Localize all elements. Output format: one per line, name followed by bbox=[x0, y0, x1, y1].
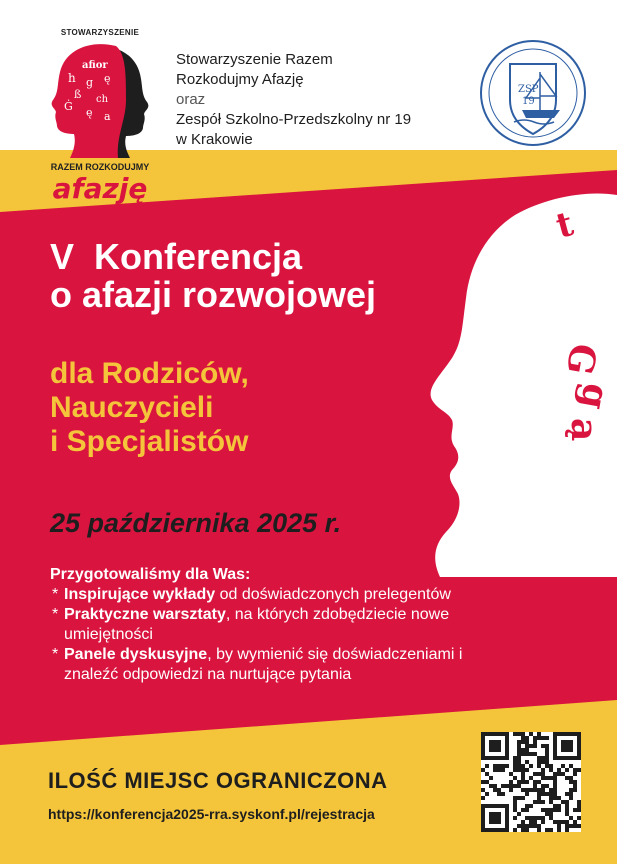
logo-letter-e: ę bbox=[104, 72, 111, 85]
emblem-text-zsp: ZSP bbox=[518, 84, 539, 95]
offer-item-rest: , by wymienić się doświadczeniami i znaleźć odpowiedzi na nurtujące pytania bbox=[64, 646, 463, 683]
conference-date: 25 października 2025 r. bbox=[50, 508, 342, 538]
logo-letter-ss: ß bbox=[74, 88, 82, 101]
logo-letter-afior: afior bbox=[82, 60, 108, 71]
organizer-line-3: oraz bbox=[176, 91, 206, 108]
logo-letter-ch: ch bbox=[96, 94, 109, 105]
head-letter-t: t bbox=[551, 203, 578, 247]
logo-big-text: afazję bbox=[52, 172, 148, 205]
audience-line-3: i Specjalistów bbox=[50, 425, 249, 458]
organizer-line-5: w Krakowie bbox=[176, 131, 253, 148]
two-heads-icon bbox=[46, 40, 154, 158]
logo-top-text: STOWARZYSZENIE bbox=[60, 28, 140, 37]
logo-letter-e2: ę bbox=[86, 106, 93, 119]
audience-text bbox=[50, 357, 249, 459]
registration-link[interactable]: https://konferencja2025-rra.syskonf.pl/rejestracja bbox=[48, 806, 375, 822]
offer-item-bold: Inspirujące wykłady bbox=[64, 586, 216, 603]
audience-line-1: dla Rodziców, bbox=[50, 357, 249, 390]
audience-line-2: Nauczycieli bbox=[50, 391, 214, 424]
organizer-line-1: Stowarzyszenie Razem bbox=[176, 51, 333, 68]
offer-list bbox=[50, 565, 530, 685]
offer-item-bold: Panele dyskusyjne bbox=[64, 646, 208, 663]
offer-item-rest: od doświadczonych prelegentów bbox=[215, 586, 451, 603]
organizers-text bbox=[176, 50, 411, 150]
logo-letter-a: a bbox=[104, 110, 111, 123]
offer-item-workshops: * Praktyczne warsztaty, na których zdobędziecie nowe umiejętności bbox=[52, 606, 450, 643]
logo-middle-text: RAZEM ROZKODUJMY bbox=[50, 162, 150, 172]
logo-letter-h: h bbox=[68, 71, 76, 85]
title-line-2: o afazji rozwojowej bbox=[50, 274, 377, 315]
school-emblem-icon bbox=[478, 38, 588, 148]
head-letter-g2: g bbox=[571, 380, 617, 413]
offer-item-bold: Praktyczne warsztaty bbox=[64, 606, 226, 623]
limited-seats-notice: ILOŚĆ MIEJSC OGRANICZONA bbox=[48, 768, 388, 793]
offer-intro: Przygotowaliśmy dla Was: bbox=[50, 566, 251, 583]
title-line-1: V Konferencja bbox=[50, 236, 303, 277]
offer-item-rest: , na których zdobędziecie nowe umiejętności bbox=[64, 606, 450, 643]
head-letter-a: ą bbox=[563, 418, 605, 442]
head-letter-g1: G bbox=[557, 340, 605, 379]
logo-letter-g2: Ġ bbox=[64, 100, 73, 113]
offer-item-lectures: * Inspirujące wykłady od doświadczonych prelegentów bbox=[52, 586, 451, 603]
offer-item-panels: * Panele dyskusyjne, by wymienić się doświadczeniami i znaleźć odpowiedzi na nurtujące pytania bbox=[52, 646, 463, 683]
logo-letter-g: g bbox=[86, 76, 94, 89]
organizer-line-4: Zespół Szkolno-Przedszkolny nr 19 bbox=[176, 111, 412, 128]
association-logo bbox=[40, 28, 160, 205]
conference-title bbox=[50, 238, 376, 314]
emblem-text-number: 19 bbox=[522, 96, 535, 107]
qr-code-icon[interactable] bbox=[481, 732, 581, 832]
organizer-line-2: Rozkodujmy Afazję bbox=[176, 71, 304, 88]
